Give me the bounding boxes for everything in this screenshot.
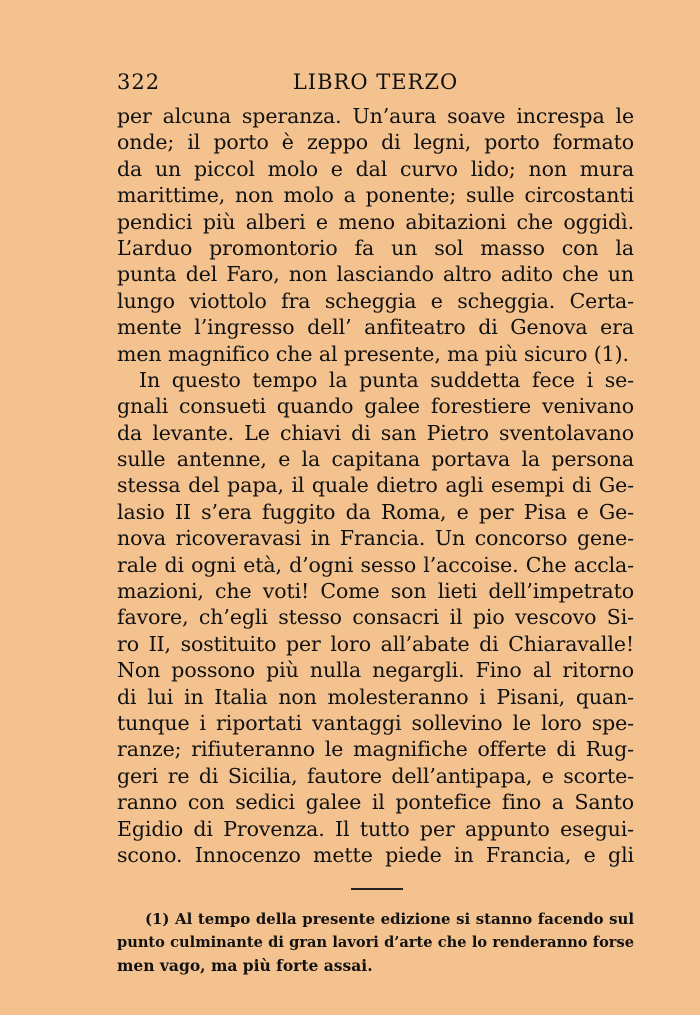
text-line: ro II, sostituito per loro all’abate di Chiaravalle! xyxy=(117,631,634,656)
text-line: scono. Innocenzo mette piede in Francia, e gli xyxy=(117,842,634,867)
text-line: favore, ch’egli stesso consacri il pio vescovo Si- xyxy=(117,605,634,630)
text-line: mente l’ingresso dell’ anfiteatro di Genova era xyxy=(117,315,634,340)
text-line: stessa del papa, il quale dietro agli esempi di Ge- xyxy=(117,473,634,498)
text-line: di lui in Italia non molesteranno i Pisani, quan- xyxy=(117,684,634,709)
footnote-line: (1) Al tempo della presente edizione si stanno facendo sul xyxy=(145,910,634,928)
body-text xyxy=(117,103,634,868)
text-line: geri re di Sicilia, fautore dell’antipapa, e scorte- xyxy=(117,763,634,788)
text-line: punta del Faro, non lasciando altro adito che un xyxy=(117,262,634,287)
text-line: marittime, non molo a ponente; sulle circostanti xyxy=(117,183,634,208)
text-line: lasio II s’era fuggito da Roma, e per Pisa e Ge- xyxy=(117,499,634,524)
footnote-separator xyxy=(351,888,403,890)
text-line: tunque i riportati vantaggi sollevino le loro spe- xyxy=(117,710,634,735)
running-title: LIBRO TERZO xyxy=(292,70,459,94)
running-header xyxy=(117,70,634,100)
text-line: sulle antenne, e la capitana portava la persona xyxy=(117,447,634,472)
footnote-line: men vago, ma più forte assai. xyxy=(117,956,373,975)
text-line: per alcuna speranza. Un’aura soave increspa le xyxy=(117,104,634,128)
text-line: ranno con sedici galee il pontefice fino a Santo xyxy=(117,790,634,815)
text-line: ranze; rifiuteranno le magnifiche offerte di Rug- xyxy=(117,737,634,762)
text-line: Egidio di Provenza. Il tutto per appunto esegui- xyxy=(117,816,634,841)
text-line: gnali consueti quando galee forestiere venivano xyxy=(117,394,634,419)
text-line: lungo viottolo fra scheggia e scheggia. Certa- xyxy=(117,288,634,313)
text-line: rale di ogni età, d’ogni sesso l’accoise. Che accla- xyxy=(117,552,634,577)
text-line: onde; il porto è zeppo di legni, porto formato xyxy=(117,130,634,155)
text-line: men magnifico che al presente, ma più sicuro (1). xyxy=(117,341,629,366)
text-line: L’arduo promontorio fa un sol masso con la xyxy=(117,235,634,260)
footnote-line: punto culminante di gran lavori d’arte che lo renderanno forse xyxy=(117,934,634,951)
text-line: Non possono più nulla negargli. Fino al ritorno xyxy=(117,658,634,683)
text-line: In questo tempo la punta suddetta fece i se- xyxy=(139,367,634,392)
text-line: mazioni, che voti! Come son lieti dell’impetrato xyxy=(117,579,634,604)
page-number: 322 xyxy=(117,70,161,94)
text-line: pendici più alberi e meno abitazioni che oggidì. xyxy=(117,209,634,234)
text-line: da levante. Le chiavi di san Pietro sventolavano xyxy=(117,420,634,445)
footnote xyxy=(117,908,634,977)
text-line: nova ricoveravasi in Francia. Un concorso gene- xyxy=(117,526,634,551)
text-line: da un piccol molo e dal curvo lido; non mura xyxy=(117,156,634,181)
